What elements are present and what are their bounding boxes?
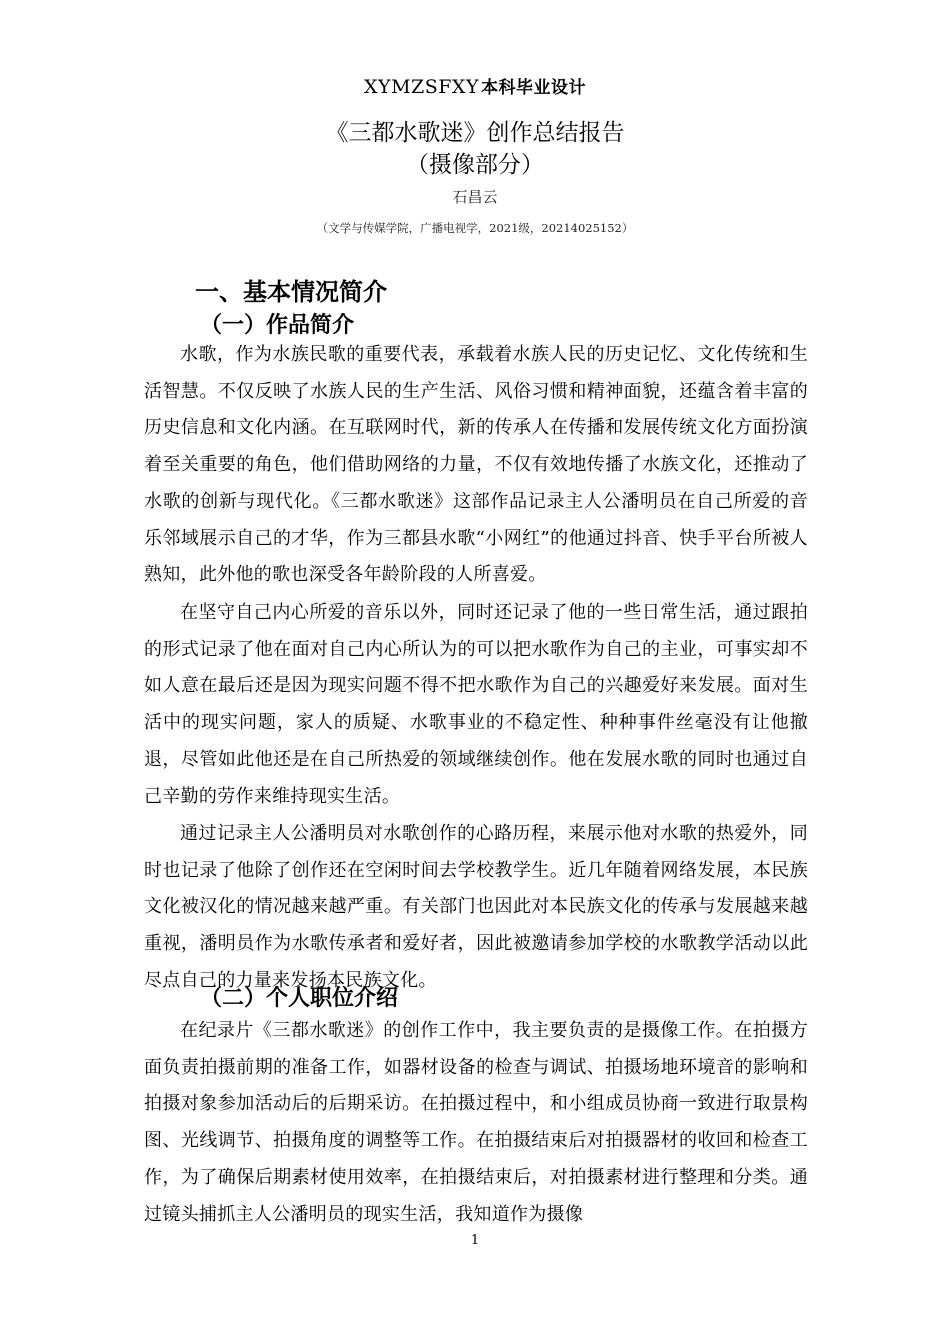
paragraph: 水歌，作为水族民歌的重要代表，承载着水族人民的历史记忆、文化传统和生活智慧。不仅反映了水族人民的生产生活、风俗习惯和精神面貌，还蕴含着丰富的历史信息和文化内涵。在互联网时代，新的传承人在传播和发展传统文化方面扮演着至关重要的角色，他们借助网络的力量，不仅有效地传播了水族文化，还推动了水歌的创新与现代化。《三都水歌迷》这部作品记录主人公潘明员在自己所爱的音乐邻域展示自己的才华，作为三都县水歌“小网红”的他通过抖音、快手平台所被人熟知，此外他的歌也深受各年龄阶段的人所喜爱。 (144, 344, 808, 586)
running-header (0, 74, 950, 101)
page-number: 1 (470, 1233, 480, 1248)
author-name: 石昌云 (452, 188, 498, 206)
author-affiliation: （文学与传媒学院，广播电视学，2021级，20214025152） (316, 221, 634, 235)
subsection-heading-work-intro: （一）作品简介 (200, 313, 355, 338)
paragraph: 在坚守自己内心所爱的音乐以外，同时还记录了他的一些日常生活，通过跟拍的形式记录了他在面对自己内心所认为的可以把水歌作为自己的主业，可事实却不如人意在最后还是因为现实问题不得不把水歌作为自己的兴趣爱好来发展。面对生活中的现实问题，家人的质疑、水歌事业的不稳定性、种种事件丝毫没有让他撤退，尽管如此他还是在自己所热爱的领域继续创作。他在发展水歌的同时也通过自己辛勤的劳作来维持现实生活。 (144, 602, 808, 807)
header-code: XYMZSFXY (364, 76, 479, 98)
subsection-heading-role-intro: （二）个人职位介绍 (200, 986, 399, 1011)
paragraph: 在纪录片《三都水歌迷》的创作工作中，我主要负责的是摄像工作。在拍摄方面负责拍摄前期的准备工作，如器材设备的检查与调试、拍摄场地环境音的影响和拍摄对象参加活动后的后期采访。在拍摄过程中，和小组成员协商一致进行取景构图、光线调节、拍摄角度的调整等工作。在拍摄结束后对拍摄器材的收回和检查工作，为了确保后期素材使用效率，在拍摄结束后，对拍摄素材进行整理和分类。通过镜头捕抓主人公潘明员的现实生活，我知道作为摄像 (144, 1020, 808, 1225)
paragraph: 通过记录主人公潘明员对水歌创作的心路历程，来展示他对水歌的热爱外，同时也记录了他除了创作还在空闲时间去学校教学生。近几年随着网络发展，本民族文化被汉化的情况越来越严重。有关部门也因此对本民族文化的传承与发展越来越重视，潘明员作为水歌传承者和爱好者，因此被邀请参加学校的水歌教学活动以此尽点自己的力量来发扬本民族文化。 (144, 823, 808, 991)
header-label: 本科毕业设计 (481, 78, 586, 98)
document-title: 《三都水歌迷》创作总结报告 (325, 120, 625, 146)
document-subtitle: （摄像部分） (406, 152, 544, 178)
section-heading-basic-info: 一、基本情况简介 (195, 278, 387, 306)
